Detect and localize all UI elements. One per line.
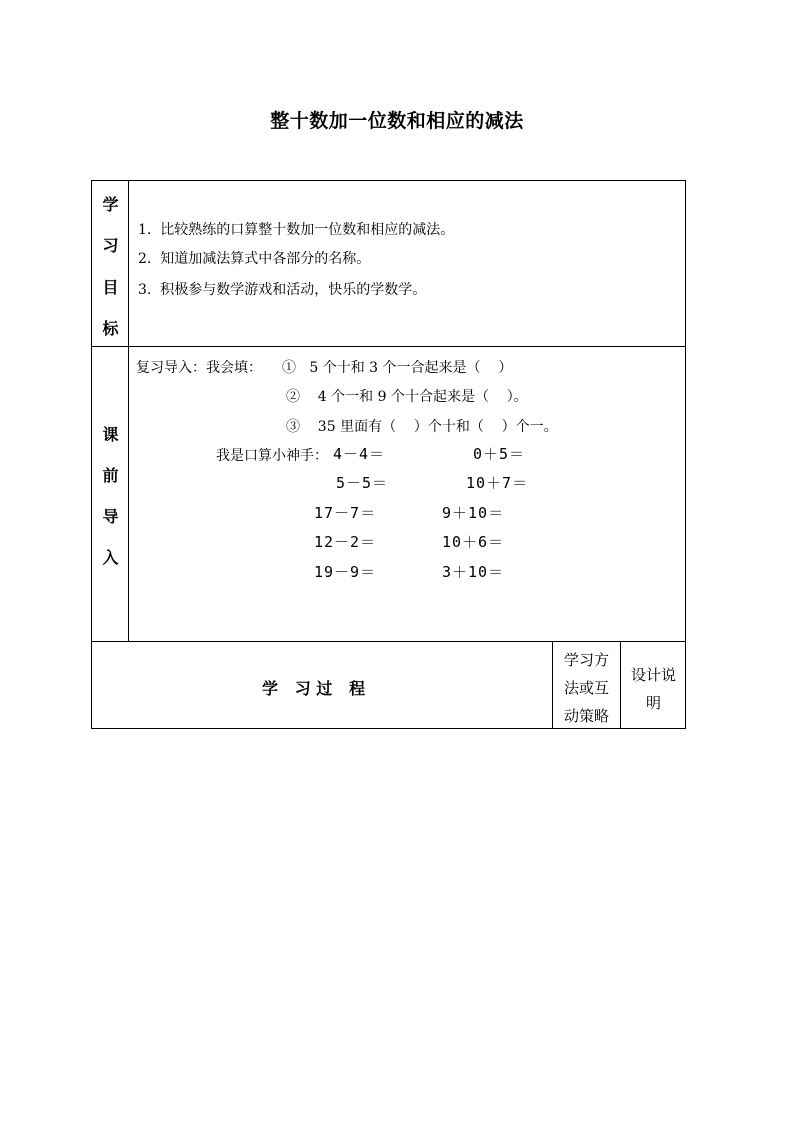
oral-prefix: 我是口算小神手： (216, 448, 328, 464)
review-prefix: 复习导入：我会填： (136, 360, 262, 376)
equation: 5－5＝ (336, 474, 389, 492)
equation: 4－4＝ (333, 445, 386, 463)
objective-item: 2. 知道加减法算式中各部分的名称。 (138, 251, 371, 267)
notes-column-header: 设计说 明 (630, 666, 676, 712)
fill-in-item: ③ 35 里面有（ ）个十和（ ）个一。 (286, 419, 558, 435)
row-divider-1 (91, 346, 686, 347)
objective-item: 3. 积极参与数学游戏和活动，快乐的学数学。 (138, 282, 427, 298)
equation: 19－9＝ (314, 563, 377, 581)
intro-label: 课 前 导 入 (102, 425, 119, 567)
process-heading: 学 习 过 程 (262, 679, 365, 698)
equation: 10＋6＝ (442, 533, 505, 551)
fill-in-item: ① 5 个十和 3 个一合起来是（ ） (282, 360, 513, 376)
equation: 10＋7＝ (466, 474, 529, 492)
method-column-header: 学习方 法或互 动策略 (563, 651, 609, 725)
objective-item: 1. 比较熟练的口算整十数加一位数和相应的减法。 (138, 222, 455, 238)
row-divider-2 (91, 641, 686, 642)
equation: 17－7＝ (314, 504, 377, 522)
page-title: 整十数加一位数和相应的减法 (270, 110, 524, 132)
fill-in-item: ② 4 个一和 9 个十合起来是（ ）。 (286, 389, 528, 405)
equation: 9＋10＝ (442, 504, 505, 522)
equation: 12－2＝ (314, 533, 377, 551)
equation: 0＋5＝ (473, 445, 526, 463)
equation: 3＋10＝ (442, 563, 505, 581)
objectives-label: 学 习 目 标 (102, 195, 119, 338)
